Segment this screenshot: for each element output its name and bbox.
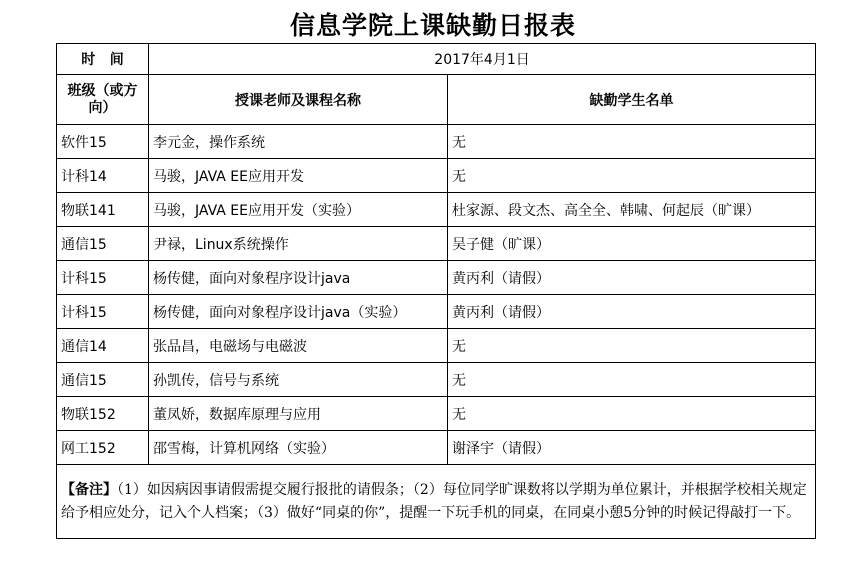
- absence-report-table: [56, 43, 816, 539]
- absent-cell: 谢泽宇（请假）: [448, 431, 816, 465]
- table-row: [57, 397, 816, 431]
- absent-cell: 无: [448, 329, 816, 363]
- table-row: [57, 261, 816, 295]
- course-cell: 张品昌，电磁场与电磁波: [149, 329, 448, 363]
- table-body: [57, 44, 816, 539]
- notes-text: （1）如因病因事请假需提交履行报批的请假条；（2）每位同学旷课数将以学期为单位累计，并根据学校相关规定给予相应处分，记入个人档案；（3）做好“同桌的你”，提醒一下玩手机的同桌，在同桌小憩5分钟的时候记得敲打一下。: [61, 481, 807, 521]
- table-row: [57, 159, 816, 193]
- absent-column-header: 缺勤学生名单: [448, 75, 816, 125]
- table-row: [57, 227, 816, 261]
- absent-cell: 无: [448, 397, 816, 431]
- course-cell: 董凤娇，数据库原理与应用: [149, 397, 448, 431]
- course-column-header: 授课老师及课程名称: [149, 75, 448, 125]
- course-cell: 杨传健，面向对象程序设计java（实验）: [149, 295, 448, 329]
- table-row: [57, 363, 816, 397]
- absent-cell: 黄丙利（请假）: [448, 295, 816, 329]
- course-cell: 杨传健，面向对象程序设计java: [149, 261, 448, 295]
- report-title: 信息学院上课缺勤日报表: [289, 11, 576, 40]
- absent-cell: 无: [448, 125, 816, 159]
- class-cell: 通信14: [57, 329, 149, 363]
- class-cell: 物联141: [57, 193, 149, 227]
- course-cell: 尹禄，Linux系统操作: [149, 227, 448, 261]
- report-date: 2017年4月1日: [149, 44, 816, 75]
- absent-cell: 无: [448, 363, 816, 397]
- notes-cell: [57, 465, 816, 539]
- class-cell: 物联152: [57, 397, 149, 431]
- class-cell: 计科14: [57, 159, 149, 193]
- time-label: 时 间: [57, 44, 149, 75]
- course-cell: 邵雪梅，计算机网络（实验）: [149, 431, 448, 465]
- table-row: [57, 295, 816, 329]
- course-cell: 李元金，操作系统: [149, 125, 448, 159]
- table-row: [57, 431, 816, 465]
- class-cell: 软件15: [57, 125, 149, 159]
- course-cell: 孙凯传，信号与系统: [149, 363, 448, 397]
- table-row: [57, 125, 816, 159]
- table-row: [57, 193, 816, 227]
- time-row: [57, 44, 816, 75]
- class-cell: 通信15: [57, 227, 149, 261]
- absent-cell: 吴子健（旷课）: [448, 227, 816, 261]
- class-cell: 网工152: [57, 431, 149, 465]
- course-cell: 马骏，JAVA EE应用开发（实验）: [149, 193, 448, 227]
- absent-cell: 黄丙利（请假）: [448, 261, 816, 295]
- table-row: [57, 329, 816, 363]
- class-column-header: 班级（或方向）: [57, 75, 149, 125]
- class-cell: 通信15: [57, 363, 149, 397]
- class-cell: 计科15: [57, 261, 149, 295]
- course-cell: 马骏，JAVA EE应用开发: [149, 159, 448, 193]
- absent-cell: 杜家源、段文杰、高全全、韩啸、何起辰（旷课）: [448, 193, 816, 227]
- column-header-row: [57, 75, 816, 125]
- class-cell: 计科15: [57, 295, 149, 329]
- absent-cell: 无: [448, 159, 816, 193]
- notes-label: 【备注】: [61, 481, 117, 498]
- notes-row: [57, 465, 816, 539]
